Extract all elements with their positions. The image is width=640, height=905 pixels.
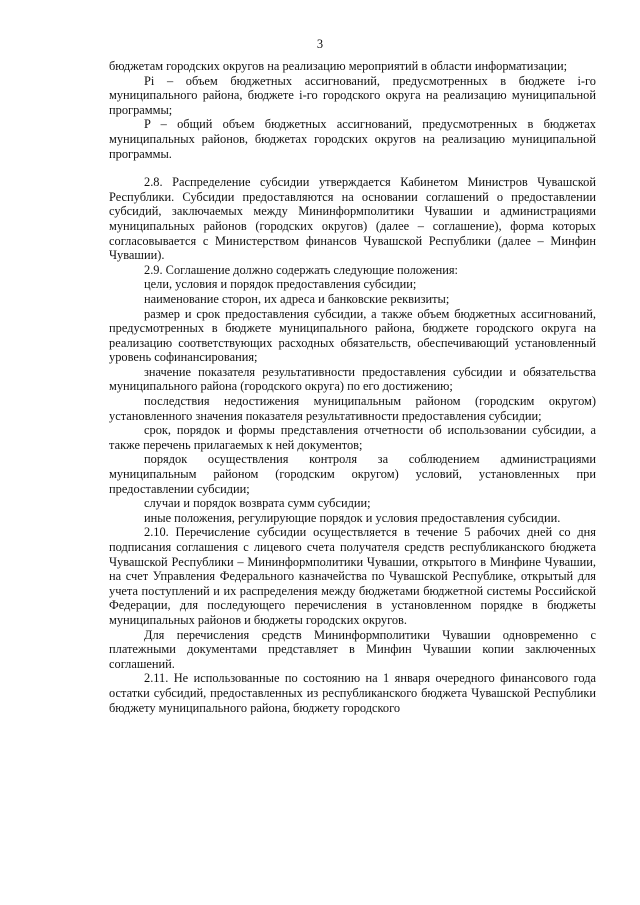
paragraph-gap (109, 161, 596, 175)
paragraph-2-8: 2.8. Распределение субсидии утверждается Кабинетом Министров Чувашской Республики. Субсидии предоставляются на основании соглашений о предоставлении субсидий, заключаемых между Мининформполитики Чувашии и администрациями муниципальных районов (городских округов) (далее – соглашение), форма которых согласовывается с Министерством финансов Чувашской Республики (далее – Минфин Чувашии). (109, 175, 596, 263)
list-item: цели, условия и порядок предоставления субсидии; (144, 277, 417, 292)
page-number: 3 (316, 37, 324, 51)
paragraph-2-10: 2.10. Перечисление субсидии осуществляется в течение 5 рабочих дней со дня подписания соглашения с лицевого счета получателя средств республиканского бюджета Чувашской Республики – Мининформполитики Чувашии, открытого в Минфине Чувашии, на счет Управления Федерального казначейства по Чувашской Республике, открытый для учета поступлений и их распределения между бюджетами бюджетной системы Российской Федерации, для последующего перечисления в установленном порядке в бюджеты муниципальных районов и бюджеты городских округов. (109, 525, 596, 627)
document-body (109, 59, 596, 715)
paragraph-copies: Для перечисления средств Мининформполитики Чувашии одновременно с платежными документами представляет в Минфин Чувашии копии заключенных соглашений. (109, 627, 596, 671)
paragraph-pi-definition: Pi – объем бюджетных ассигнований, предусмотренных в бюджете i-го муниципального района, бюджете i-го городского округа на реализацию муниципальной программы; (109, 73, 596, 117)
list-item: значение показателя результативности предоставления субсидии и обязательства муниципального района (городского округа) по его достижению; (109, 364, 596, 394)
paragraph-2-11: 2.11. Не использованные по состоянию на 1 января очередного финансового года остатки субсидий, предоставленных из республиканского бюджета Чувашской Республики бюджету муниципального района, бюджету городского (109, 671, 596, 715)
paragraph-2-9: 2.9. Соглашение должно содержать следующие положения: (144, 262, 458, 277)
list-item: порядок осуществления контроля за соблюдением администрациями муниципальным районом (городским округом) условий, установленных при предоставлении субсидии; (109, 452, 596, 496)
paragraph-continuation: бюджетам городских округов на реализацию мероприятий в области информатизации; (109, 59, 568, 73)
list-item: случаи и порядок возврата сумм субсидии; (144, 496, 371, 511)
list-item: размер и срок предоставления субсидии, а также объем бюджетных ассигнований, предусмотренных в бюджете муниципального района, бюджете городского округа на реализацию соответствующих расходных обязательств, обеспечивающий установленный уровень софинансирования; (109, 306, 596, 365)
list-item: иные положения, регулирующие порядок и условия предоставления субсидии. (144, 510, 561, 525)
paragraph-p-definition: P – общий объем бюджетных ассигнований, предусмотренных в бюджетах муниципальных районов, бюджетах городских округов на реализацию муниципальной программы. (109, 117, 596, 161)
list-item: наименование сторон, их адреса и банковские реквизиты; (144, 291, 450, 306)
list-item: срок, порядок и формы представления отчетности об использовании субсидии, а также перечень прилагаемых к ней документов; (109, 423, 596, 452)
list-item: последствия недостижения муниципальным районом (городским округом) установленного значения показателя результативности предоставления субсидии; (109, 394, 596, 423)
